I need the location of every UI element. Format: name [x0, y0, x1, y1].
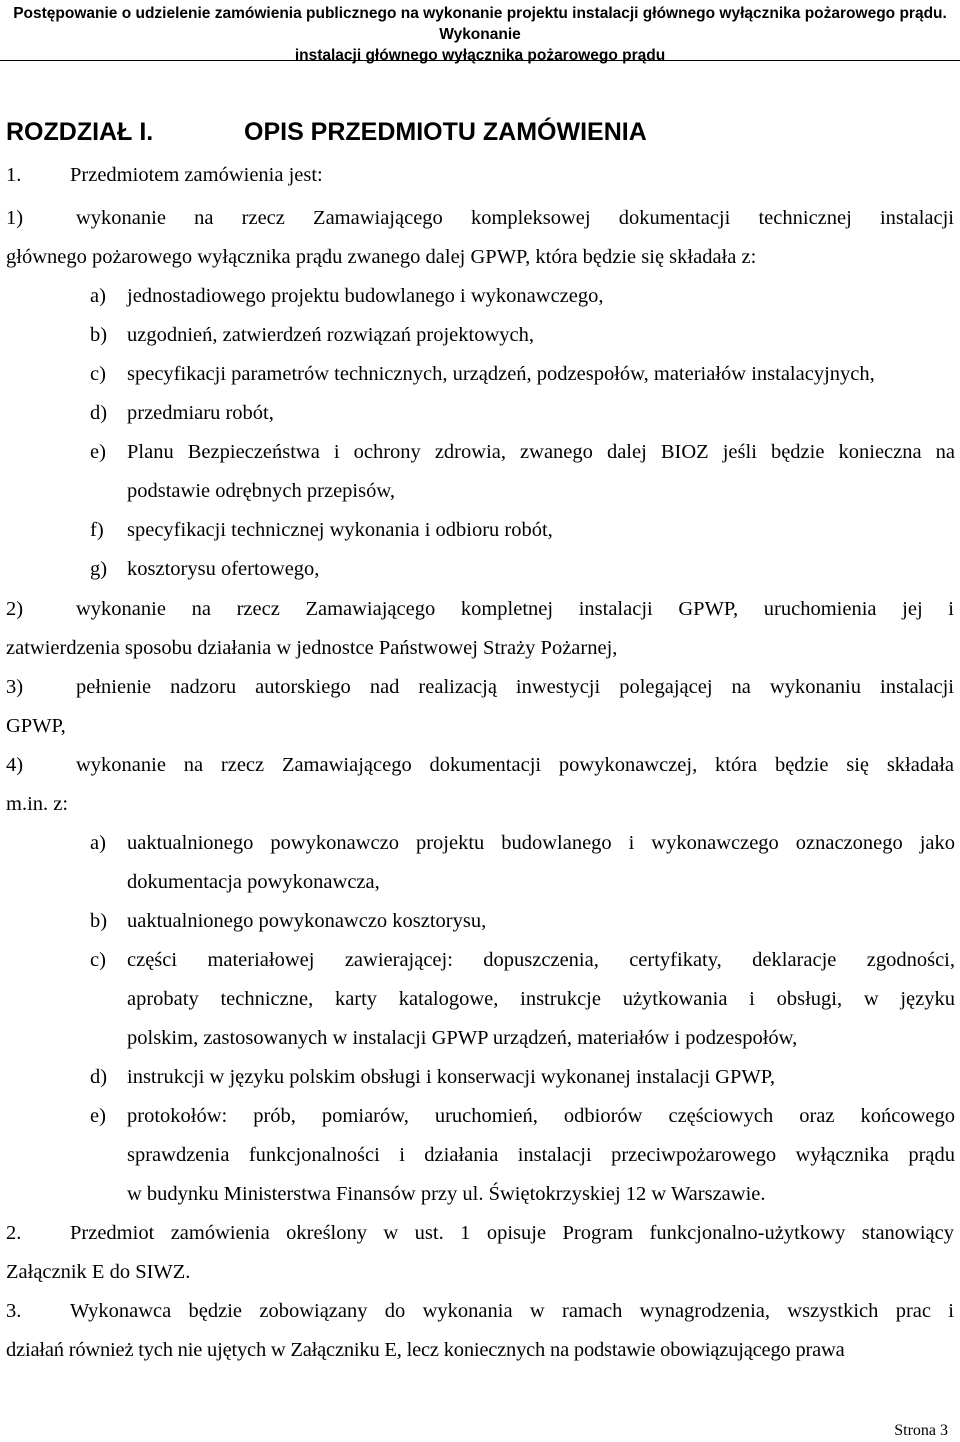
item-text: protokołów: prób, pomiarów, uruchomień, odbiorów częściowych oraz końcowego [127, 1105, 955, 1127]
section-number: 1. [6, 164, 22, 186]
item-text: dokumentacja powykonawcza, [127, 871, 380, 893]
point-text: m.in. z: [6, 793, 69, 815]
item-marker: e) [90, 1105, 106, 1127]
item-marker: a) [90, 285, 106, 307]
item-marker: e) [90, 441, 106, 463]
item-text: polskim, zastosowanych w instalacji GPWP urządzeń, materiałów i podzespołów, [127, 1027, 798, 1049]
item-marker: b) [90, 324, 108, 346]
point-text: wykonanie na rzecz Zamawiającego kompleksowej dokumentacji technicznej instalacji [76, 207, 954, 229]
point-text: zatwierdzenia sposobu działania w jednostce Państwowej Straży Pożarnej, [6, 637, 618, 659]
section-text: Załącznik E do SIWZ. [6, 1261, 191, 1283]
point-text: pełnienie nadzoru autorskiego nad realizacją inwestycji polegającej na wykonaniu instalacji [76, 676, 954, 698]
item-text: sprawdzenia funkcjonalności i działania instalacji przeciwpożarowego wyłącznika prądu [127, 1144, 955, 1166]
item-marker: f) [90, 519, 104, 541]
header-line-2: instalacji głównego wyłącznika pożarowego prądu [294, 47, 666, 64]
page-header [0, 0, 960, 66]
item-marker: d) [90, 402, 108, 424]
item-text: aprobaty techniczne, karty katalogowe, instrukcje użytkowania i obsługi, w języku [127, 988, 955, 1010]
chapter-title: OPIS PRZEDMIOTU ZAMÓWIENIA [244, 118, 647, 146]
item-text: uaktualnionego powykonawczo projektu budowlanego i wykonawczego oznaczonego jako [127, 832, 955, 854]
section-text: Przedmiot zamówienia określony w ust. 1 opisuje Program funkcjonalno-użytkowy stanowiący [70, 1222, 954, 1244]
section-text: Wykonawca będzie zobowiązany do wykonania w ramach wynagrodzenia, wszystkich prac i [70, 1300, 954, 1322]
section-number: 3. [6, 1300, 22, 1322]
item-marker: a) [90, 832, 106, 854]
item-text: podstawie odrębnych przepisów, [127, 480, 395, 502]
header-line-1: Postępowanie o udzielenie zamówienia publicznego na wykonanie projektu instalacji głównego wyłącznika pożarowego prądu. Wykonanie [13, 5, 947, 43]
section-intro: Przedmiotem zamówienia jest: [70, 164, 323, 186]
item-text: specyfikacji parametrów technicznych, urządzeń, podzespołów, materiałów instalacyjnych, [127, 363, 875, 385]
point-text: wykonanie na rzecz Zamawiającego dokumentacji powykonawczej, która będzie się składała [76, 754, 954, 776]
section-number: 2. [6, 1222, 22, 1244]
page-number: Strona 3 [894, 1422, 948, 1439]
item-marker: c) [90, 949, 106, 971]
chapter-number: ROZDZIAŁ I. [6, 118, 154, 146]
item-marker: c) [90, 363, 106, 385]
point-text: głównego pożarowego wyłącznika prądu zwanego dalej GPWP, która będzie się składała z: [6, 246, 757, 268]
item-text: w budynku Ministerstwa Finansów przy ul. Świętokrzyskiej 12 w Warszawie. [127, 1183, 766, 1205]
item-text: uzgodnień, zatwierdzeń rozwiązań projektowych, [127, 324, 534, 346]
item-marker: d) [90, 1066, 108, 1088]
item-marker: g) [90, 558, 108, 580]
point-number: 2) [6, 598, 24, 620]
item-text: części materiałowej zawierającej: dopuszczenia, certyfikaty, deklaracje zgodności, [127, 949, 955, 971]
item-text: jednostadiowego projektu budowlanego i wykonawczego, [127, 285, 604, 307]
item-marker: b) [90, 910, 108, 932]
header-divider [0, 60, 960, 61]
item-text: kosztorysu ofertowego, [127, 558, 320, 580]
item-text: uaktualnionego powykonawczo kosztorysu, [127, 910, 487, 932]
item-text: specyfikacji technicznej wykonania i odbioru robót, [127, 519, 553, 541]
item-text: przedmiaru robót, [127, 402, 274, 424]
point-number: 3) [6, 676, 24, 698]
point-number: 4) [6, 754, 24, 776]
section-text: działań również tych nie ujętych w Załączniku E, lecz koniecznych na podstawie obowiązującego prawa [6, 1339, 845, 1361]
point-number: 1) [6, 207, 24, 229]
point-text: wykonanie na rzecz Zamawiającego kompletnej instalacji GPWP, uruchomienia jej i [76, 598, 954, 620]
item-text: instrukcji w języku polskim obsługi i konserwacji wykonanej instalacji GPWP, [127, 1066, 775, 1088]
item-text: Planu Bezpieczeństwa i ochrony zdrowia, zwanego dalej BIOZ jeśli będzie konieczna na [127, 441, 955, 463]
point-text: GPWP, [6, 715, 66, 737]
